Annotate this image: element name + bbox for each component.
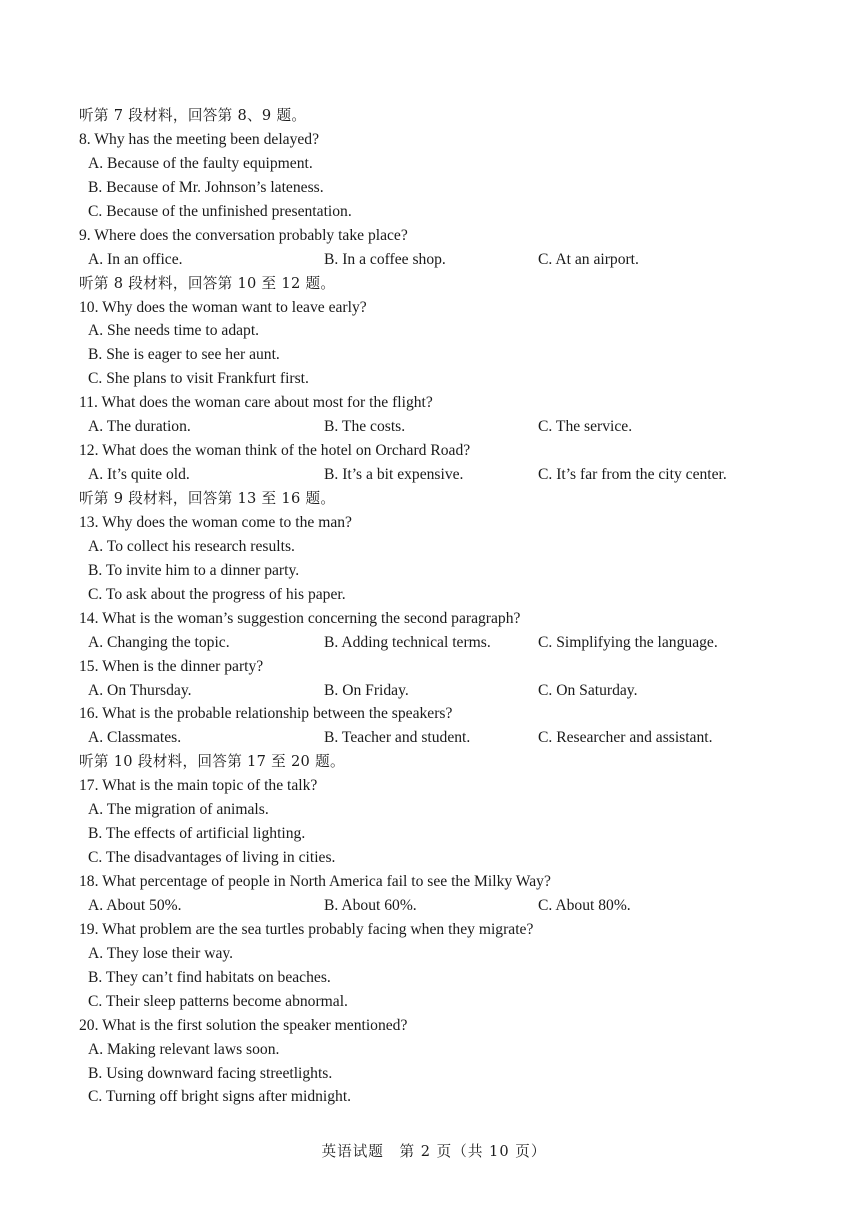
question-text: 14. What is the woman’s suggestion concerning the second paragraph? [79, 609, 521, 627]
answer-option: C. She plans to visit Frankfurt first. [88, 370, 309, 388]
answer-option: B. In a coffee shop. [324, 250, 446, 268]
answer-option: B. Adding technical terms. [324, 633, 491, 651]
answer-option: B. Because of Mr. Johnson’s lateness. [88, 178, 324, 196]
options-row [79, 679, 839, 703]
answer-option: A. They lose their way. [88, 944, 234, 962]
answer-option: B. The costs. [324, 418, 406, 436]
question-text: 19. What problem are the sea turtles probably facing when they migrate? [79, 920, 534, 938]
answer-option: C. It’s far from the city center. [538, 466, 727, 484]
section-heading: 听第 7 段材料，回答第 8、9 题。 [79, 107, 307, 124]
answer-option: C. Because of the unfinished presentation. [88, 202, 352, 220]
question-text: 12. What does the woman think of the hotel on Orchard Road? [79, 442, 471, 460]
question-text: 11. What does the woman care about most for the flight? [79, 394, 433, 412]
answer-option: A. Making relevant laws soon. [88, 1040, 280, 1058]
answer-option: A. The duration. [88, 418, 191, 436]
question-text: 15. When is the dinner party? [79, 657, 264, 675]
answer-option: A. Because of the faulty equipment. [88, 154, 313, 172]
options-row [79, 415, 839, 439]
answer-option: C. Researcher and assistant. [538, 729, 713, 747]
answer-option: C. To ask about the progress of his paper. [88, 585, 346, 603]
options-row [79, 631, 839, 655]
answer-option: B. About 60%. [324, 896, 417, 914]
answer-option: A. The migration of animals. [88, 801, 269, 819]
question-text: 18. What percentage of people in North America fail to see the Milky Way? [79, 873, 551, 890]
section-heading: 听第 8 段材料，回答第 10 至 12 题。 [79, 274, 336, 292]
answer-option: C. Turning off bright signs after midnight. [88, 1088, 352, 1106]
answer-option: C. On Saturday. [538, 681, 638, 699]
answer-option: C. At an airport. [538, 250, 639, 268]
question-text: 10. Why does the woman want to leave early? [79, 298, 367, 316]
answer-option: B. Teacher and student. [324, 729, 471, 747]
answer-option: C. Their sleep patterns become abnormal. [88, 992, 348, 1010]
answer-option: C. About 80%. [538, 896, 631, 914]
section-heading: 听第 10 段材料，回答第 17 至 20 题。 [79, 753, 345, 771]
answer-option: A. Changing the topic. [88, 633, 230, 651]
question-text: 8. Why has the meeting been delayed? [79, 130, 320, 148]
answer-option: B. They can’t find habitats on beaches. [88, 968, 331, 986]
answer-option: B. She is eager to see her aunt. [88, 346, 280, 364]
options-row [79, 248, 839, 272]
question-text: 17. What is the main topic of the talk? [79, 777, 318, 795]
options-row [79, 894, 839, 918]
answer-option: A. About 50%. [88, 896, 182, 914]
answer-option: C. The service. [538, 418, 633, 436]
question-list [79, 104, 839, 1109]
answer-option: A. Classmates. [88, 729, 182, 747]
answer-option: B. Using downward facing streetlights. [88, 1064, 333, 1082]
answer-option: A. It’s quite old. [88, 466, 190, 484]
answer-option: A. In an office. [88, 250, 183, 268]
question-text: 13. Why does the woman come to the man? [79, 513, 352, 531]
question-text: 9. Where does the conversation probably take place? [79, 226, 408, 244]
answer-option: B. The effects of artificial lighting. [88, 825, 306, 843]
page-footer: 英语试题 第 2 页（共 10 页） [321, 1143, 547, 1160]
answer-option: B. To invite him to a dinner party. [88, 561, 300, 579]
question-text: 16. What is the probable relationship between the speakers? [79, 705, 453, 723]
options-row [79, 726, 839, 750]
answer-option: B. On Friday. [324, 681, 409, 699]
answer-option: B. It’s a bit expensive. [324, 466, 464, 484]
answer-option: A. To collect his research results. [88, 537, 295, 555]
answer-option: A. She needs time to adapt. [88, 322, 260, 340]
answer-option: A. On Thursday. [88, 681, 192, 699]
answer-option: C. Simplifying the language. [538, 633, 718, 651]
section-heading: 听第 9 段材料，回答第 13 至 16 题。 [79, 490, 336, 507]
answer-option: C. The disadvantages of living in cities. [88, 849, 336, 867]
options-row [79, 463, 839, 487]
question-text: 20. What is the first solution the speaker mentioned? [79, 1016, 408, 1034]
